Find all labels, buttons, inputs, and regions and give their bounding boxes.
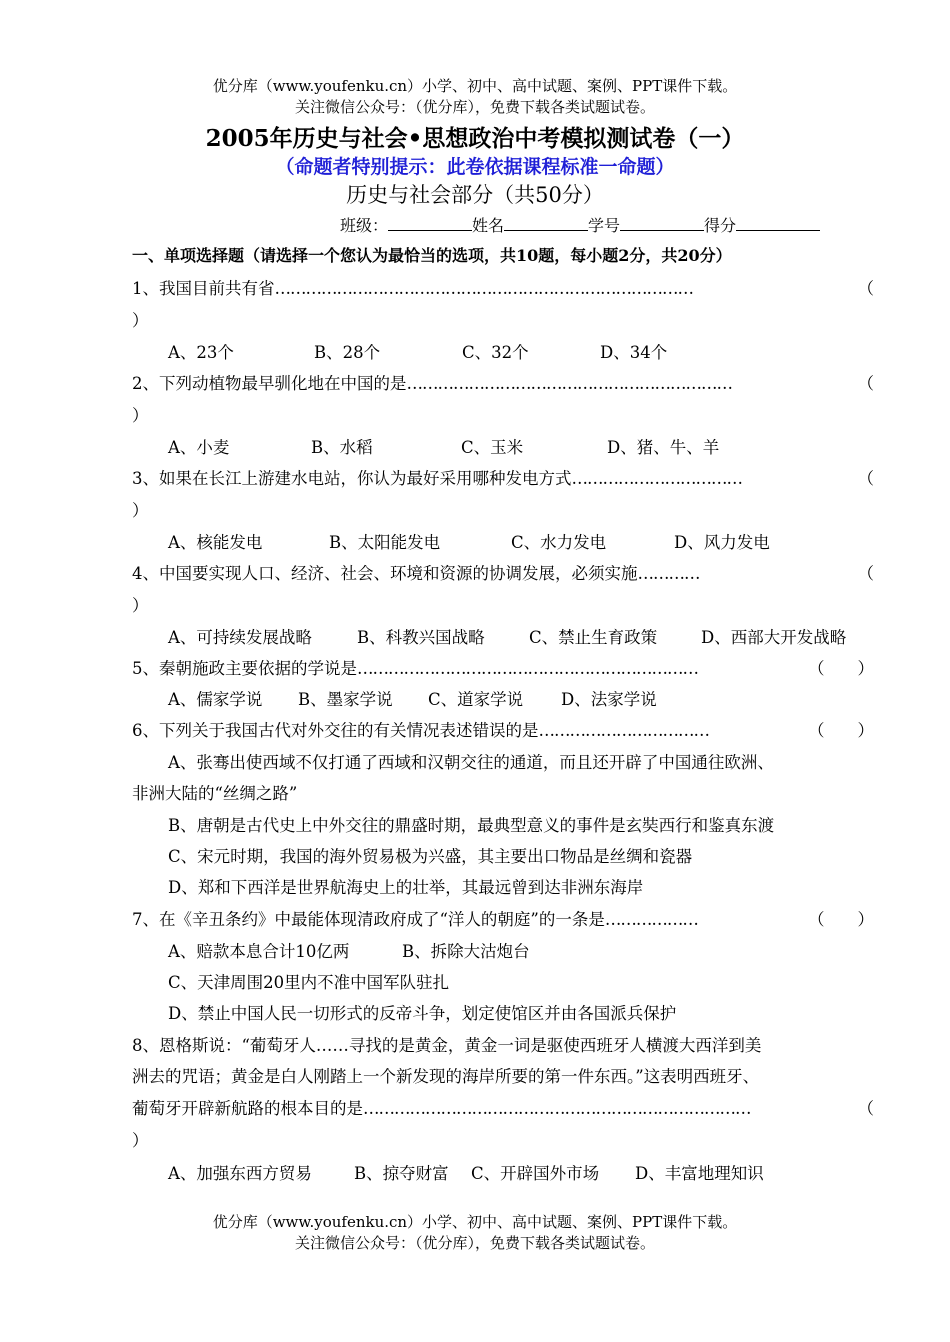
question-2-options [168, 437, 719, 459]
q5-option-d[interactable]: D、法家学说 [561, 690, 657, 709]
question-8-right-paren: ） [132, 1131, 149, 1150]
question-1-dots: ……………………………………………………………………… [274, 279, 693, 298]
exam-title: 2005年历史与社会•思想政治中考模拟测试卷（一） [205, 125, 745, 152]
header-line-1: 优分库（www.youfenku.cn）小学、初中、高中试题、案例、PPT课件下载。 [212, 77, 738, 95]
question-1-right-paren: ） [132, 311, 149, 330]
q6-option-c[interactable]: C、宋元时期，我国的海外贸易极为兴盛，其主要出口物品是丝绸和瓷器 [168, 847, 693, 866]
q6-option-d[interactable]: D、郑和下西洋是世界航海史上的壮举，其最远曾到达非洲东海岸 [168, 878, 644, 897]
question-1 [132, 278, 874, 300]
question-5-text: 5、秦朝施政主要依据的学说是 [132, 659, 357, 678]
class-label: 班级： [340, 216, 389, 235]
question-2-right-paren: ） [132, 406, 149, 425]
question-5-dots: ………………………………………………………… [357, 659, 698, 678]
question-1-text: 1、我国目前共有省 [132, 279, 275, 298]
question-3 [132, 468, 874, 490]
question-6-answer-paren[interactable]: （ ） [808, 721, 874, 740]
footer-line-1: 优分库（www.youfenku.cn）小学、初中、高中试题、案例、PPT课件下载。 [212, 1213, 738, 1231]
q3-option-b[interactable]: B、太阳能发电 [329, 533, 441, 552]
question-4-options [168, 627, 846, 649]
question-4-left-paren: （ [857, 564, 874, 583]
question-5 [132, 658, 874, 680]
question-7-dots: ……………… [604, 910, 698, 929]
question-8-text: 葡萄牙开辟新航路的根本目的是 [132, 1099, 363, 1118]
q7-option-a[interactable]: A、赔款本息合计10亿两 [168, 942, 350, 961]
q8-option-d[interactable]: D、丰富地理知识 [635, 1164, 764, 1183]
q2-option-b[interactable]: B、水稻 [311, 438, 373, 457]
question-2 [132, 373, 874, 395]
question-1-left-paren: （ [857, 279, 874, 298]
number-label: 学号 [588, 216, 621, 235]
question-6-text: 6、下列关于我国古代对外交往的有关情况表述错误的是 [132, 721, 539, 740]
q4-option-d[interactable]: D、西部大开发战略 [701, 628, 847, 647]
question-4-text: 4、中国要实现人口、经济、社会、环境和资源的协调发展，必须实施 [132, 564, 638, 583]
footer-line-2: 关注微信公众号：（优分库），免费下载各类试题试卷。 [294, 1234, 655, 1252]
q8-option-c[interactable]: C、开辟国外市场 [471, 1164, 600, 1183]
name-label: 姓名 [472, 216, 505, 235]
q3-option-a[interactable]: A、核能发电 [168, 533, 263, 552]
header-line-2: 关注微信公众号：（优分库），免费下载各类试题试卷。 [294, 98, 655, 116]
question-8-dots: ………………………………………………………………… [363, 1099, 751, 1118]
question-4 [132, 563, 874, 585]
q2-option-d[interactable]: D、猪、牛、羊 [607, 438, 720, 457]
question-5-options [168, 689, 657, 711]
q4-option-b[interactable]: B、科教兴国战略 [357, 628, 485, 647]
score-label: 得分 [704, 216, 737, 235]
q5-option-a[interactable]: A、儒家学说 [168, 690, 263, 709]
score-blank[interactable] [736, 212, 820, 231]
part-heading: 历史与社会部分（共50分） [346, 183, 604, 207]
question-2-text: 2、下列动植物最早驯化地在中国的是 [132, 374, 407, 393]
q4-option-c[interactable]: C、禁止生育政策 [529, 628, 658, 647]
q3-option-c[interactable]: C、水力发电 [511, 533, 607, 552]
student-info [340, 212, 820, 238]
question-7-options-ab [168, 941, 530, 963]
question-3-text: 3、如果在长江上游建水电站，你认为最好采用哪种发电方式 [132, 469, 572, 488]
q2-option-c[interactable]: C、玉米 [461, 438, 524, 457]
name-blank[interactable] [504, 212, 588, 231]
question-6 [132, 720, 874, 742]
class-blank[interactable] [388, 212, 472, 231]
question-3-options [168, 532, 770, 554]
question-4-dots: ………… [637, 564, 700, 583]
question-5-answer-paren[interactable]: （ ） [808, 659, 874, 678]
q8-option-a[interactable]: A、加强东西方贸易 [168, 1164, 312, 1183]
question-8-line-3 [132, 1098, 874, 1120]
q7-option-c[interactable]: C、天津周围20里内不准中国军队驻扎 [168, 973, 450, 992]
q8-option-b[interactable]: B、掠夺财富 [354, 1164, 449, 1183]
question-7-answer-paren[interactable]: （ ） [808, 910, 874, 929]
q3-option-d[interactable]: D、风力发电 [674, 533, 770, 552]
question-2-left-paren: （ [857, 374, 874, 393]
exam-subtitle: （命题者特别提示：此卷依据课程标准一命题） [275, 156, 675, 178]
q6-option-b[interactable]: B、唐朝是古代史上中外交往的鼎盛时期，最典型意义的事件是玄奘西行和鉴真东渡 [168, 816, 775, 835]
question-3-left-paren: （ [857, 469, 874, 488]
q1-option-c[interactable]: C、32个 [462, 343, 529, 362]
question-3-dots: …………………………… [571, 469, 742, 488]
question-8-line-1: 8、恩格斯说：“葡萄牙人……寻找的是黄金，黄金一词是驱使西班牙人横渡大西洋到美 [132, 1036, 762, 1055]
question-3-right-paren: ） [132, 501, 149, 520]
q7-option-d[interactable]: D、禁止中国人民一切形式的反帝斗争，划定使馆区并由各国派兵保护 [168, 1004, 677, 1023]
question-8-options [168, 1163, 764, 1185]
question-7-text: 7、在《辛丑条约》中最能体现清政府成了“洋人的朝庭”的一条是 [132, 910, 605, 929]
question-7 [132, 909, 874, 931]
section-1-heading: 一、单项选择题（请选择一个您认为最恰当的选项，共10题，每小题2分，共20分） [132, 246, 732, 265]
q6-option-a-line-1[interactable]: A、张骞出使西域不仅打通了西域和汉朝交往的通道，而且还开辟了中国通往欧洲、 [168, 753, 774, 772]
question-8-line-2: 洲去的咒语；黄金是白人刚踏上一个新发现的海岸所要的第一件东西。”这表明西班牙、 [132, 1067, 760, 1086]
q1-option-b[interactable]: B、28个 [314, 343, 381, 362]
q1-option-d[interactable]: D、34个 [600, 343, 668, 362]
question-8-left-paren: （ [857, 1099, 874, 1118]
q5-option-b[interactable]: B、墨家学说 [298, 690, 393, 709]
q5-option-c[interactable]: C、道家学说 [428, 690, 524, 709]
q4-option-a[interactable]: A、可持续发展战略 [168, 628, 312, 647]
q6-option-a-line-2[interactable]: 非洲大陆的“丝绸之路” [132, 784, 298, 803]
q1-option-a[interactable]: A、23个 [168, 343, 234, 362]
question-1-options [168, 342, 667, 364]
q2-option-a[interactable]: A、小麦 [168, 438, 230, 457]
number-blank[interactable] [620, 212, 704, 231]
q7-option-b[interactable]: B、拆除大沽炮台 [402, 942, 530, 961]
question-4-right-paren: ） [132, 596, 149, 615]
question-2-dots: ……………………………………………………… [406, 374, 732, 393]
question-6-dots: …………………………… [538, 721, 709, 740]
